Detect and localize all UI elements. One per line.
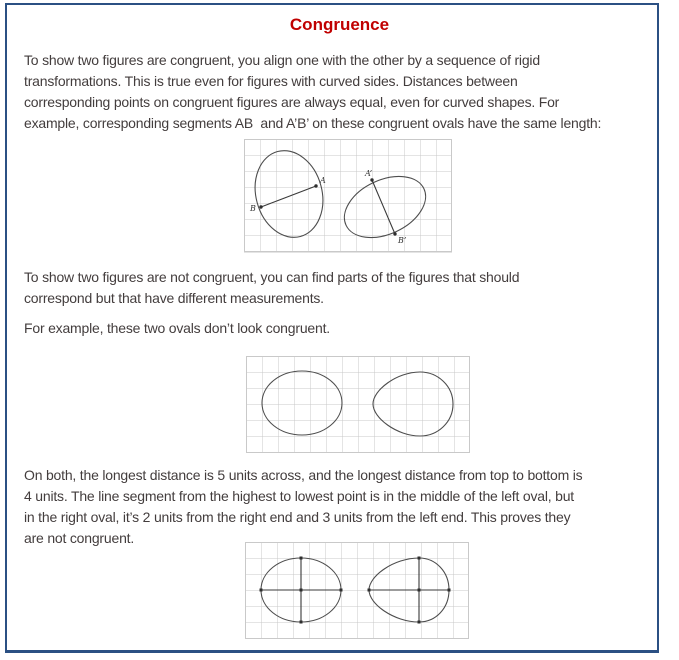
intersection-dot [418,589,421,592]
intersection-dot [300,589,303,592]
noncongruent-ovals-graphic [246,356,470,453]
endpoint-dot [418,621,421,624]
text-line: example, corresponding segments AB and A’B’ on these congruent ovals have the same length: [24,115,602,131]
paragraph-example [24,318,664,339]
endpoint-dot [300,557,303,560]
text-line: are not congruent. [24,530,135,546]
figure-noncongruent-ovals [246,356,470,453]
point-b [259,205,262,208]
text-line: 4 units. The line segment from the highest to lowest point is in the middle of the left oval, but [24,488,574,504]
measured-ovals-graphic [245,542,469,639]
text-line: To show two figures are congruent, you align one with the other by a sequence of rigid [24,52,540,68]
congruent-ovals-graphic [244,139,452,253]
paragraph-measurements [24,465,664,549]
text-line: in the right oval, it’s 2 units from the right end and 3 units from the left end. This proves they [24,509,571,525]
endpoint-dot [418,557,421,560]
endpoint-dot [448,589,451,592]
text-line: For example, these two ovals don’t look congruent. [24,320,330,336]
label-b: B [250,204,256,213]
paragraph-intro [24,50,664,134]
point-a [314,184,317,187]
label-a: A [320,176,326,185]
text-line: corresponding points on congruent figures are always equal, even for curved shapes. For [24,94,560,110]
point-b-prime [393,232,396,235]
text-line: transformations. This is true even for figures with curved sides. Distances between [24,73,518,89]
label-a-prime: A’ [365,169,373,178]
endpoint-dot [300,621,303,624]
grid-background [247,357,470,453]
figure-congruent-ovals [244,139,452,253]
endpoint-dot [260,589,263,592]
figure-measured-ovals [245,542,469,639]
grid-background [245,140,452,253]
page-title: Congruence [289,15,390,34]
text-line: To show two figures are not congruent, you can find parts of the figures that should [24,269,520,285]
label-b-prime: B’ [398,236,407,245]
text-line: correspond but that have different measurements. [24,290,324,306]
endpoint-dot [368,589,371,592]
endpoint-dot [340,589,343,592]
paragraph-not-congruent [24,267,664,309]
point-a-prime [370,178,373,181]
text-line: On both, the longest distance is 5 units across, and the longest distance from top to bottom is [24,467,583,483]
